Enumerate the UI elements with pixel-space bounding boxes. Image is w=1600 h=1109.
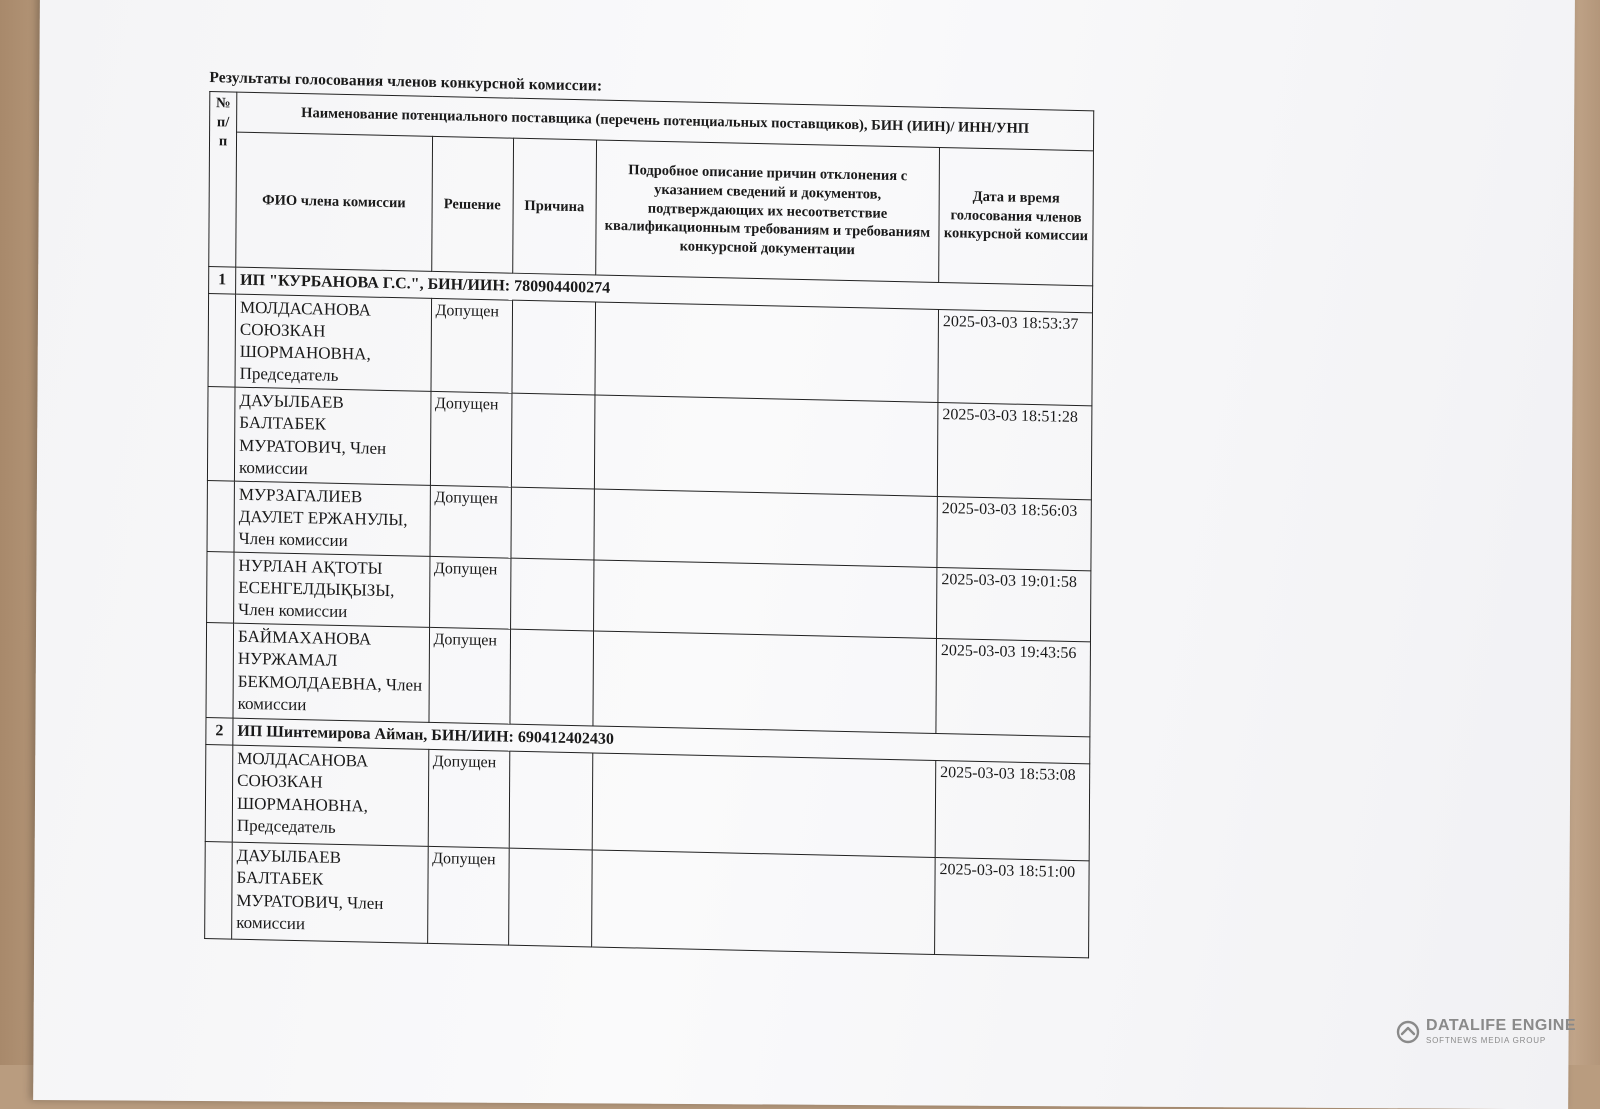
description-value	[593, 560, 937, 639]
reason-value	[508, 848, 592, 947]
description-value	[591, 850, 935, 954]
decision-value: Допущен	[430, 392, 512, 487]
decision-value: Допущен	[428, 750, 510, 849]
vote-datetime: 2025-03-03 18:51:28	[937, 403, 1092, 500]
vote-datetime: 2025-03-03 18:51:00	[935, 858, 1090, 958]
supplier-name: ИП "КУРБАНОВА Г.С.", БИН/ИИН: 780904400274	[236, 267, 1093, 313]
description-value	[593, 631, 937, 733]
member-name: ДАУЫЛБАЕВ БАЛТАБЕК МУРАТОВИЧ, Член комиссии	[232, 842, 428, 943]
decision-value: Допущен	[427, 847, 509, 946]
supplier-name: ИП Шинтемирова Айман, БИН/ИИН: 690412402430	[233, 718, 1090, 764]
header-decision: Решение	[431, 136, 513, 273]
watermark-text	[1426, 1018, 1576, 1045]
header-row-columns	[209, 132, 1094, 286]
reason-value	[510, 558, 594, 631]
member-name: МОЛДАСАНОВА СОЮЗКАН ШОРМАНОВНА, Председатель	[235, 294, 431, 392]
vote-datetime: 2025-03-03 18:53:37	[938, 309, 1093, 406]
description-value	[594, 395, 938, 496]
supplier-number: 2	[206, 718, 233, 746]
reason-value	[511, 394, 595, 489]
member-name: БАЙМАХАНОВА НУРЖАМАЛ БЕКМОЛДАЕВНА, Член комиссии	[233, 623, 429, 722]
datalife-logo-icon	[1396, 1020, 1420, 1044]
document-title: Результаты голосования членов конкурсной комиссии:	[209, 69, 603, 95]
description-value	[592, 753, 936, 857]
reason-value	[509, 751, 593, 850]
description-value	[594, 489, 938, 568]
document	[204, 69, 1094, 959]
header-supplier: Наименование потенциального поставщика (перечень потенциальных поставщиков), БИН (ИИН)/ ИНН/УНП	[237, 92, 1094, 151]
vote-datetime: 2025-03-03 18:56:03	[937, 496, 1091, 571]
description-value	[595, 302, 939, 403]
reason-value	[511, 487, 595, 560]
decision-value: Допущен	[429, 628, 511, 725]
paper-sheet	[33, 0, 1575, 1109]
member-name: МУРЗАГАЛИЕВ ДАУЛЕТ ЕРЖАНУЛЫ, Член комиссии	[234, 481, 430, 557]
watermark-tagline: SOFTNEWS MEDIA GROUP	[1425, 1036, 1546, 1045]
decision-value: Допущен	[429, 556, 511, 629]
reason-value	[512, 300, 596, 395]
vote-datetime: 2025-03-03 19:01:58	[936, 567, 1090, 642]
decision-value: Допущен	[430, 485, 512, 558]
vote-datetime: 2025-03-03 18:53:08	[935, 761, 1090, 861]
header-description: Подробное описание причин отклонения с указанием сведений и документов, подтверждающих их несоответствие квалификационным требованиям и требованиям конкурсной документации	[596, 140, 940, 282]
vote-datetime: 2025-03-03 19:43:56	[936, 639, 1091, 737]
header-reason: Причина	[512, 138, 596, 275]
voting-results-table	[204, 91, 1094, 959]
member-name: ДАУЫЛБАЕВ БАЛТАБЕК МУРАТОВИЧ, Член комиссии	[234, 388, 430, 486]
header-member: ФИО члена комиссии	[236, 132, 432, 271]
decision-value: Допущен	[431, 298, 513, 393]
reason-value	[510, 629, 594, 726]
watermark-brand: DATALIFE ENGINE	[1425, 1017, 1576, 1034]
vote-row	[205, 842, 1089, 958]
header-number: № п/п	[209, 92, 237, 268]
supplier-number: 1	[209, 267, 236, 295]
member-name: НУРЛАН АҚТОТЫ ЕСЕНГЕЛДЫҚЫЗЫ, Член комиссии	[234, 552, 430, 628]
header-datetime: Дата и время голосования членов конкурсной комиссии	[939, 147, 1094, 285]
vote-row	[205, 745, 1089, 861]
watermark	[1396, 1018, 1576, 1045]
member-name: МОЛДАСАНОВА СОЮЗКАН ШОРМАНОВНА, Председатель	[232, 745, 428, 846]
